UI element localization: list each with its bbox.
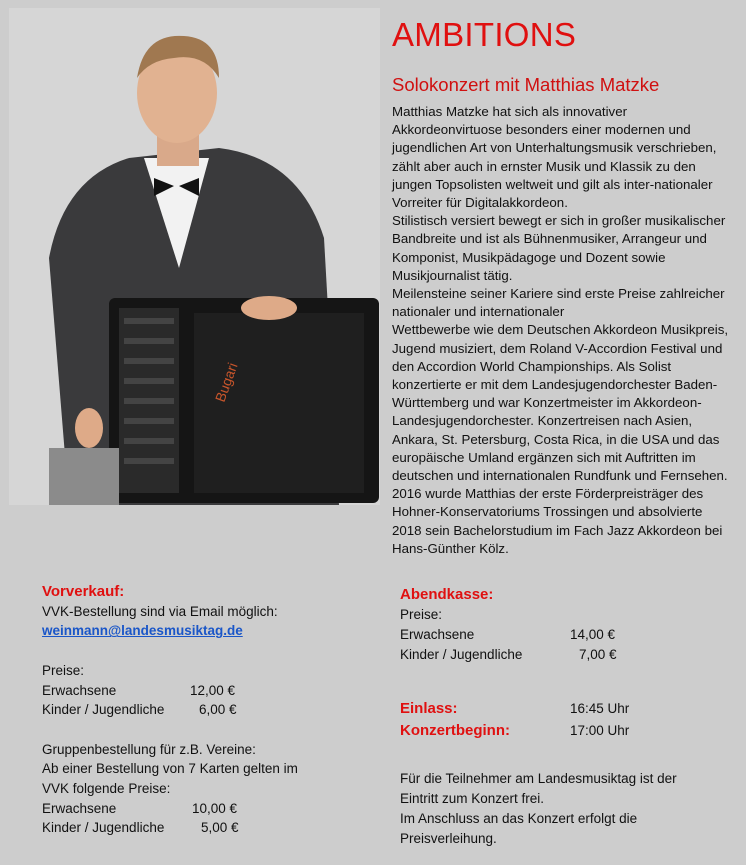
vvk-prices-label: Preise: <box>42 662 85 678</box>
price-label: Erwachsene <box>42 800 117 816</box>
konzertbeginn-time: 17:00 Uhr <box>570 723 630 738</box>
price-value: 12,00 € <box>190 682 236 698</box>
price-value: 14,00 € <box>570 627 616 642</box>
ak-prices-label: Preise: <box>400 607 443 622</box>
price-row <box>42 681 362 701</box>
group-price-row <box>42 818 362 838</box>
einlass-row <box>400 699 730 719</box>
price-label: Erwachsene <box>42 682 117 698</box>
price-label: Kinder / Jugendliche <box>42 820 165 836</box>
konzertbeginn-label: Konzertbeginn: <box>400 722 510 739</box>
group-line-3: VVK folgende Preise: <box>42 781 171 796</box>
artist-bio: Matthias Matzke hat sich als innovativer Akkordeonvirtuose besonders einer modernen und jugendlichen Art von Unterhaltungsmusik verschrieben, zählt aber auch in ernster Musik und Klassik zu den jungen Topsolisten weltweit und gilt als inter-nationaler Vorreiter für Digitalakkordeon. Stilistisch versiert bewegt er sich in großer musikalischer Bandbreite und ist als Bühnenmusiker, Arrangeur und Komponist, Musikpädagoge und Dozent sowie Musikjournalist tätig. Meilensteine seiner Kariere sind erste Preise zahlreicher nationaler und internationaler Wettbewerbe wie dem Deutschen Akkordeon Musikpreis, Jugend musiziert, dem Roland V-Accordion Festival und den Accordion World Championships. Als Solist konzertierte er mit dem Landesjugendorchester Baden- Württemberg und war Konzertmeister im Akkordeon- Landesjugendorchester. Konzertreisen nach Asien, Ankara, St. Petersburg, Costa Rica, in die USA und das europäische Umland ergänzen sich mit Auftritten im deutschen und internationalen Rundfunk und Fernsehen. 2016 wurde Matthias der erste Förderpreisträger des Hohner-Konservatoriums Trossingen und absolvierte 2018 sein Bachelorstudium im Fach Jazz Akkordeon bei Hans-Günther Kölz. <box>392 104 729 556</box>
participant-note <box>400 769 730 849</box>
price-value: 7,00 € <box>579 647 617 662</box>
einlass-label: Einlass: <box>400 700 458 717</box>
price-label: Kinder / Jugendliche <box>400 647 523 662</box>
vorverkauf-heading: Vorverkauf: <box>42 583 125 600</box>
note-line: Für die Teilnehmer am Landesmusiktag ist der <box>400 771 677 786</box>
abendkasse-heading: Abendkasse: <box>400 586 494 603</box>
price-label: Kinder / Jugendliche <box>42 702 165 718</box>
group-line-2: Ab einer Bestellung von 7 Karten gelten im <box>42 761 298 777</box>
price-row <box>42 700 362 720</box>
vorverkauf-section <box>42 582 362 838</box>
portrait-with-accordion-icon <box>9 8 380 505</box>
group-line-1: Gruppenbestellung für z.B. Vereine: <box>42 741 256 757</box>
price-value: 5,00 € <box>201 820 239 836</box>
einlass-time: 16:45 Uhr <box>570 701 630 716</box>
page-title: AMBITIONS <box>392 16 577 53</box>
price-value: 10,00 € <box>192 800 238 816</box>
note-line: Im Anschluss an das Konzert erfolgt die <box>400 811 638 826</box>
price-row <box>400 645 730 665</box>
price-row <box>400 625 730 645</box>
concert-subtitle: Solokonzert mit Matthias Matzke <box>392 74 660 95</box>
email-link[interactable]: weinmann@landesmusiktag.de <box>42 623 243 639</box>
note-line: Preisverleihung. <box>400 831 497 846</box>
group-price-row <box>42 799 362 819</box>
vvk-order-text: VVK-Bestellung sind via Email möglich: <box>42 603 278 619</box>
price-value: 6,00 € <box>199 702 237 718</box>
header-and-bio <box>392 10 744 558</box>
konzertbeginn-row <box>400 721 730 741</box>
note-line: Eintritt zum Konzert frei. <box>400 791 545 806</box>
price-label: Erwachsene <box>400 627 475 642</box>
svg-text:Bugari: Bugari <box>211 360 241 405</box>
abendkasse-section <box>400 585 730 849</box>
artist-photo <box>9 8 380 505</box>
